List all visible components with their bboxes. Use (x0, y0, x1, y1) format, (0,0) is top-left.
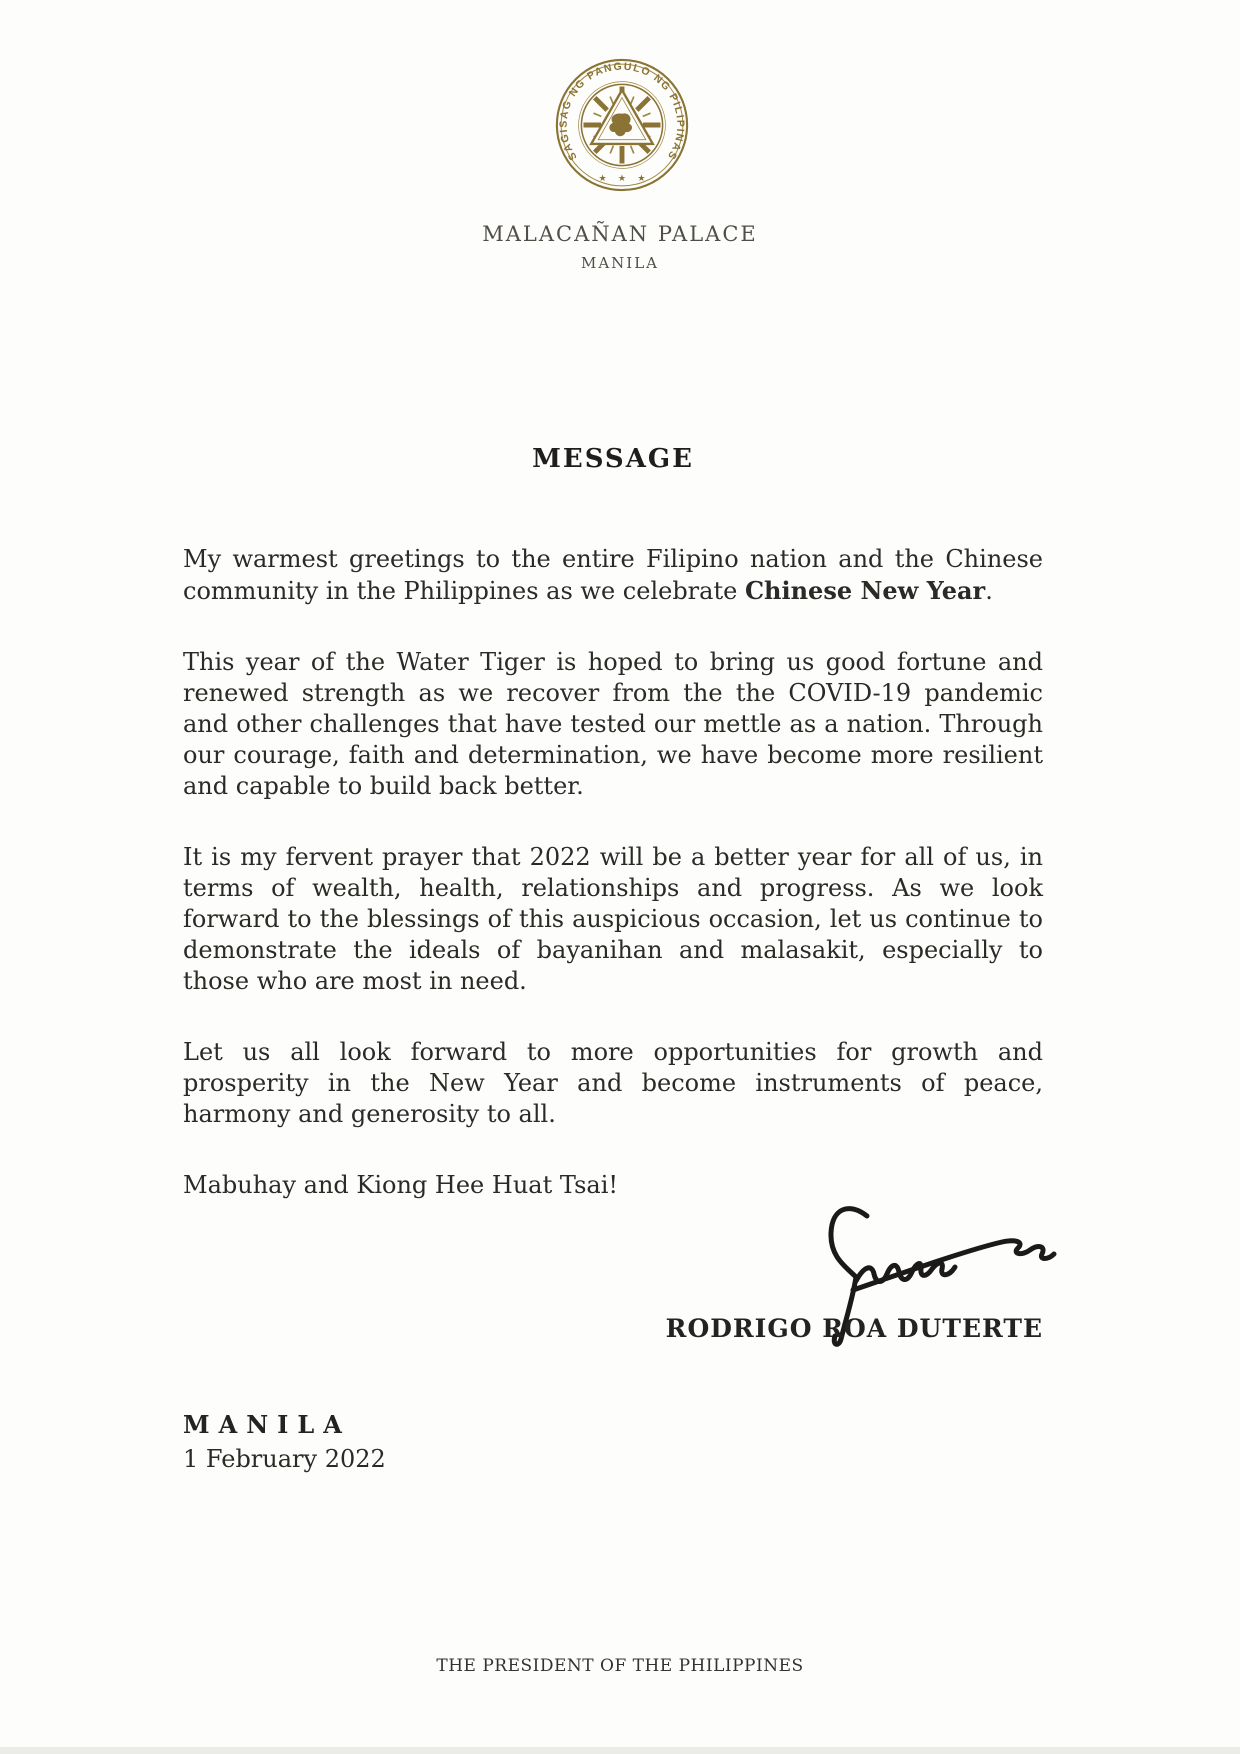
paragraph-mabuhay: Mabuhay and Kiong Hee Huat Tsai! (183, 1171, 619, 1199)
letter-title: MESSAGE (532, 444, 694, 474)
seal-stars: ★ ★ ★ (598, 174, 650, 184)
paragraph-water-tiger: This year of the Water Tiger is hoped to bring us good fortune and renewed strength as we recover from the the COVID-19 pandemic and other challenges that have tested our mettle as a nation. Through our courage, faith and determination, we have become more resilient and capable to build back better. (183, 648, 1043, 800)
paragraph-greeting (183, 544, 1043, 607)
paragraph-fervent-prayer: It is my fervent prayer that 2022 will be a better year for all of us, in terms of wealth, health, relationships and progress. As we look forward to the blessings of this auspicious occasion, let us continue to demonstrate the ideals of bayanihan and malasakit, especially to those who are most in need. (183, 843, 1043, 995)
palace-name: MALACAÑAN PALACE (482, 222, 758, 246)
bold-phrase-chinese-new-year: Chinese New Year (744, 576, 986, 605)
paragraph-look-forward: Let us all look forward to more opportunities for growth and prosperity in the New Year and become instruments of peace, harmony and generosity to all. (183, 1038, 1043, 1128)
presidential-seal-graphic (552, 55, 692, 195)
paragraph-greeting-lead: My warmest greetings to the entire Filipino nation and the Chinese community in the Philippines as we celebrate (183, 545, 1043, 605)
paragraph-greeting-tail: . (985, 577, 993, 605)
palace-city: MANILA (580, 254, 660, 272)
signatory-name: RODRIGO ROA DUTERTE (665, 1314, 1043, 1343)
closing-city: MANILA (183, 1410, 351, 1439)
scan-edge-artifact (0, 1747, 1240, 1754)
presidential-seal (552, 55, 692, 195)
closing-date: 1 February 2022 (183, 1445, 386, 1473)
letter-body (183, 544, 1043, 1241)
seal-ring-text: SAGISAG NG PANGULO NG PILIPINAS (557, 60, 687, 163)
footer-title: THE PRESIDENT OF THE PHILIPPINES (436, 1656, 804, 1676)
